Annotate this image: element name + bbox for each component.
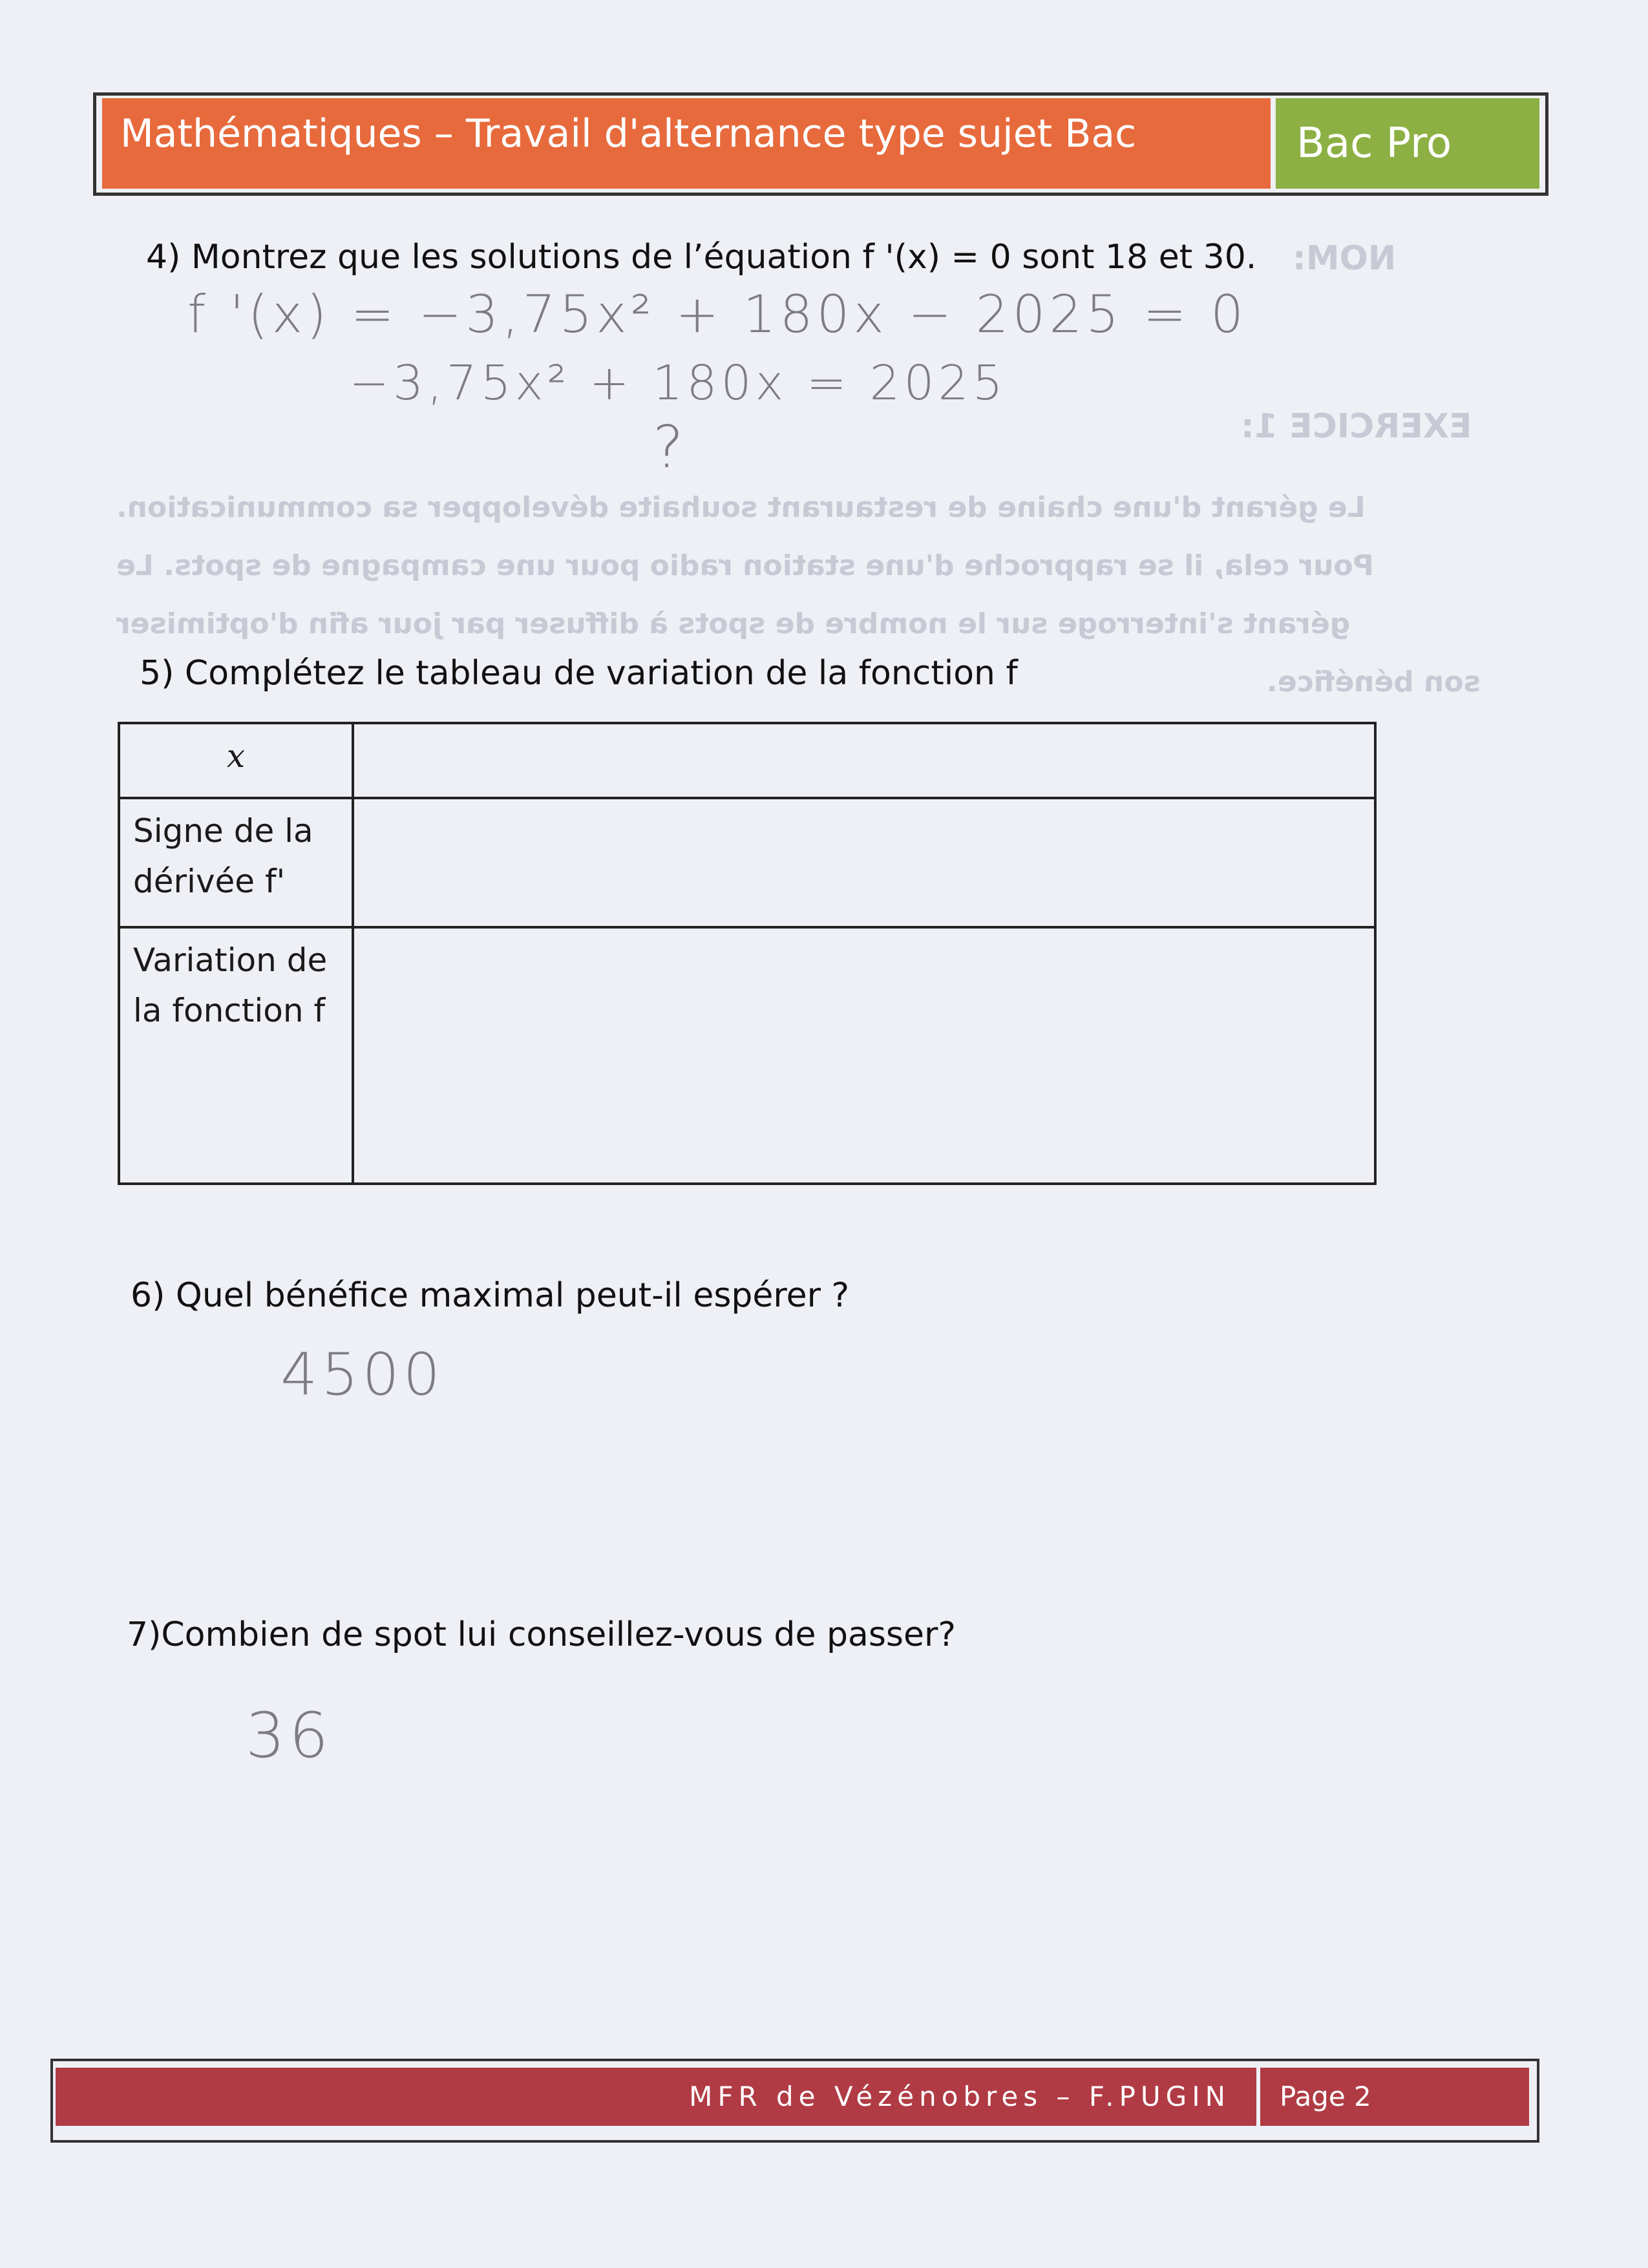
header-title: Mathématiques – Travail d'alternance type sujet Bac	[102, 98, 1271, 189]
handwritten-answer-4-line-3: ?	[653, 414, 688, 481]
handwritten-answer-6: 4500	[280, 1341, 445, 1409]
bleed-through-line-3: gérant s'interroge sur le nombre de spots à diffuser par jour afin d'optimiser	[116, 607, 1351, 640]
footer-school: MFR de Vézénobres – F.PUGIN	[56, 2068, 1256, 2126]
question-4: 4) Montrez que les solutions de l’équation f '(x) = 0 sont 18 et 30.	[146, 238, 1257, 277]
handwritten-answer-7: 36	[246, 1699, 333, 1772]
question-7: 7)Combien de spot lui conseillez-vous de passer?	[127, 1615, 956, 1654]
question-6: 6) Quel bénéfice maximal peut-il espérer ?	[131, 1276, 850, 1315]
variation-table-x-cell[interactable]	[353, 723, 1375, 798]
variation-table-x-label: x	[119, 723, 353, 798]
variation-table-function-cell[interactable]	[353, 927, 1375, 1184]
bleed-through-title: NOM:	[1293, 239, 1397, 278]
bleed-through-line-2: Pour cela, il se rapproche d'une station radio pour une campagne de spots. Le	[116, 549, 1374, 582]
header-badge: Bac Pro	[1276, 98, 1539, 189]
question-5: 5) Complétez le tableau de variation de la fonction f	[140, 654, 1018, 693]
handwritten-answer-4-line-1: f '(x) = −3,75x² + 180x − 2025 = 0	[187, 284, 1248, 344]
variation-table-function-label: Variation de la fonction f	[119, 927, 353, 1184]
handwritten-answer-4-line-2: −3,75x² + 180x = 2025	[349, 355, 1007, 411]
variation-table-derivative-label: Signe de la dérivée f'	[119, 798, 353, 927]
bleed-through-line-1: Le gérant d'une chaine de restaurant souhaite développer sa communication.	[116, 491, 1366, 524]
variation-table-derivative-cell[interactable]	[353, 798, 1375, 927]
bleed-through-line-4: son bénéfice.	[1267, 666, 1481, 698]
bleed-through-exercice: EXERCICE 1:	[1241, 407, 1472, 446]
footer-page-number: Page 2	[1260, 2068, 1529, 2126]
variation-table	[118, 722, 1377, 1185]
